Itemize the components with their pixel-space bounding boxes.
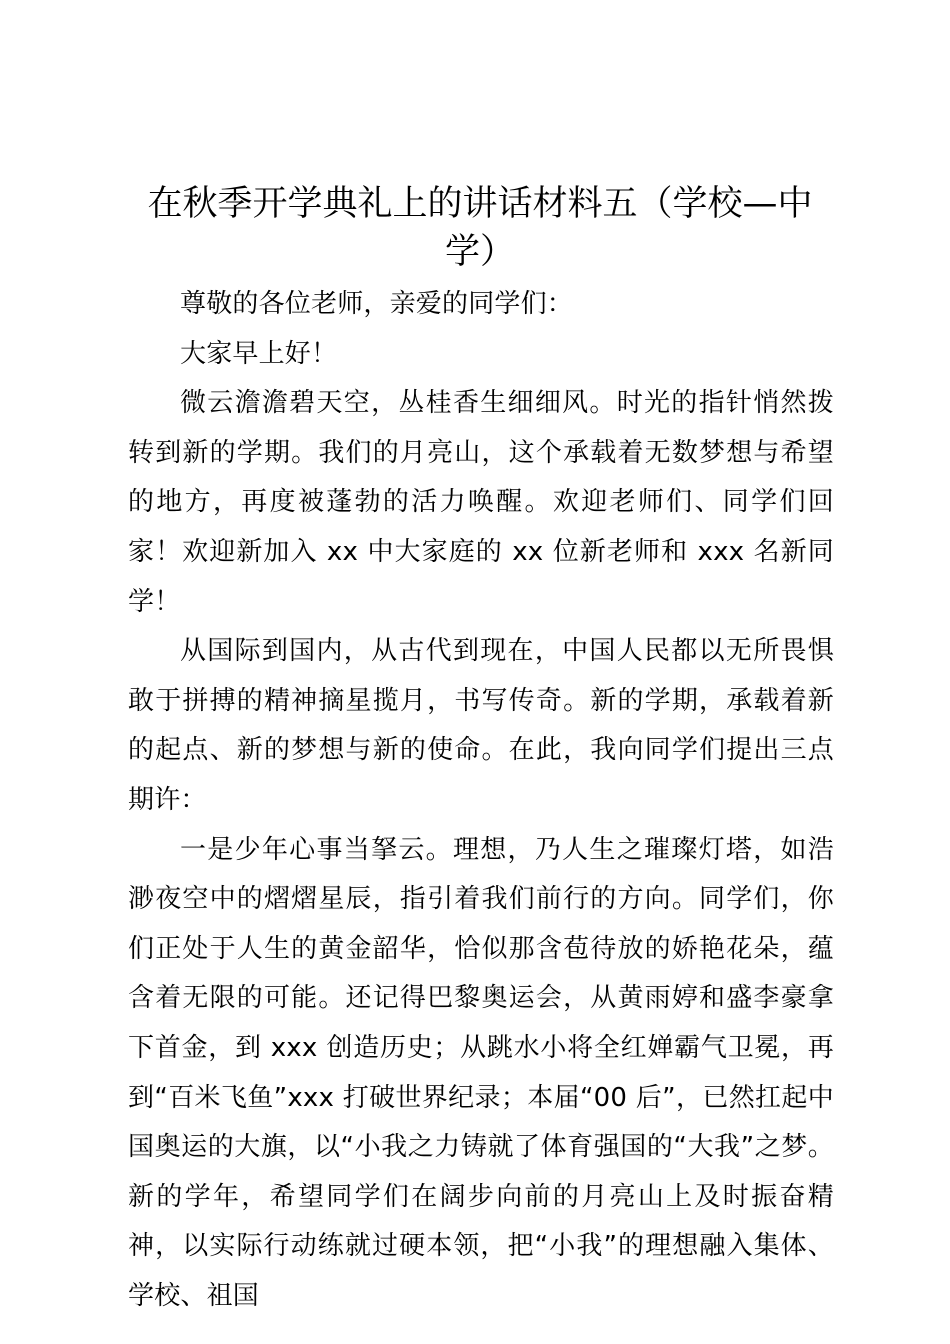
welcome-paragraph: 微云澹澹碧天空，丛桂香生细细风。时光的指针悄然拨转到新的学期。我们的月亮山，这个承载着无数梦想与希望的地方，再度被蓬勃的活力唤醒。欢迎老师们、同学们回家！欢迎新加入 xx 中大家庭的 xx 位新老师和 xxx 名新同学！ [128, 388, 834, 617]
document-title: 在秋季开学典礼上的讲话材料五（学校—中学） [147, 184, 813, 272]
greeting-paragraph: 尊敬的各位老师，亲爱的同学们： [180, 289, 574, 319]
morning-greeting-paragraph: 大家早上好！ [180, 338, 338, 369]
expectations-intro-paragraph: 从国际到国内，从古代到现在，中国人民都以无所畏惧敢于拼搏的精神摘星揽月，书写传奇。新的学期，承载着新的起点、新的梦想与新的使命。在此，我向同学们提出三点期许： [128, 636, 834, 815]
first-expectation-paragraph: 一是少年心事当拏云。理想，乃人生之璀璨灯塔，如浩渺夜空中的熠熠星辰，指引着我们前行的方向。同学们，你们正处于人生的黄金韶华，恰似那含苞待放的娇艳花朵，蕴含着无限的可能。还记得巴黎奥运会，从黄雨婷和盛李豪拿下首金，到 xxx 创造历史；从跳水小将全红婵霸气卫冕，再到“百米飞鱼”xxx 打破世界纪录；本届“00 后”，已然扛起中国奥运的大旗，以“小我之力铸就了体育强国的“大我”之梦。新的学年，希望同学们在阔步向前的月亮山上及时振奋精神，以实际行动练就过硬本领，把“小我”的理想融入集体、学校、祖国 [128, 834, 834, 1311]
document-body [128, 280, 834, 1321]
